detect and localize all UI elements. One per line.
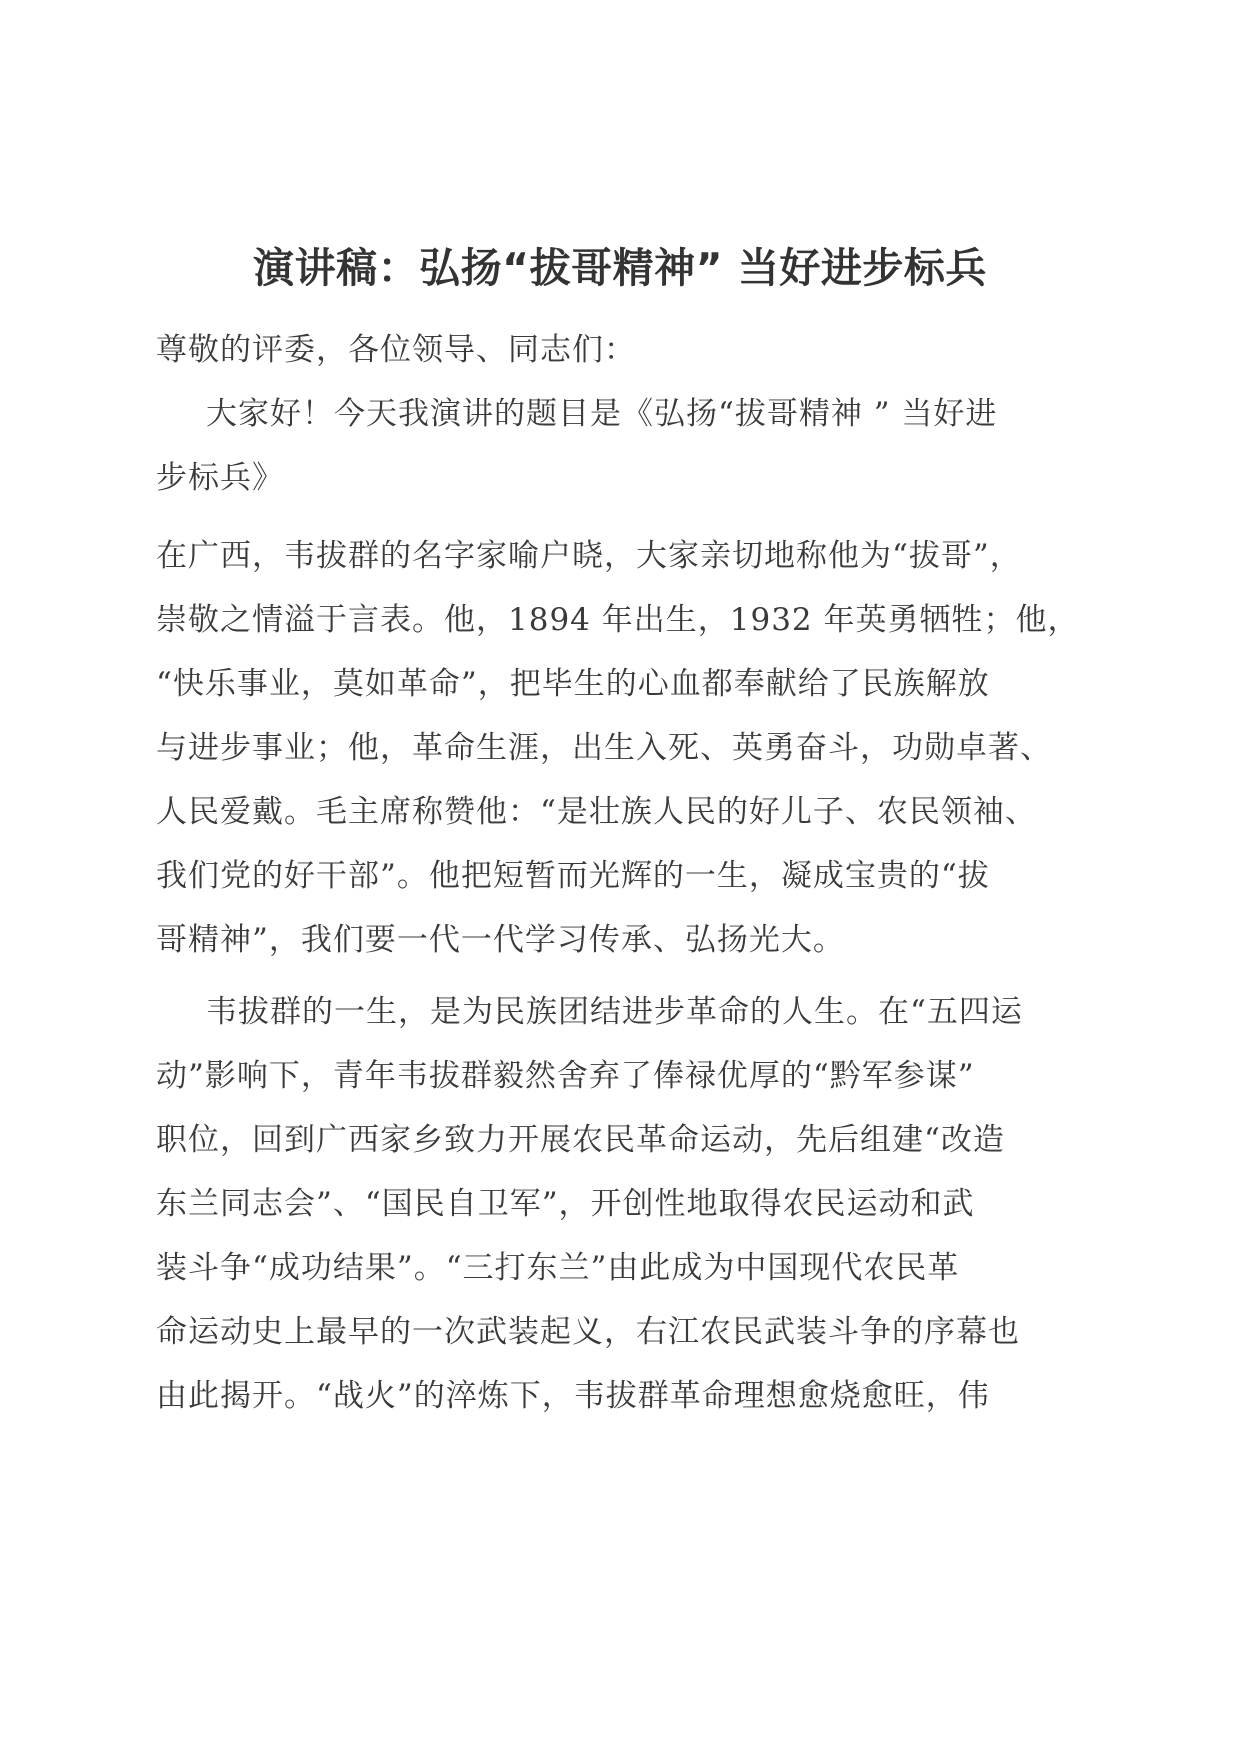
paragraph-line: 由此揭开。“战火”的淬炼下，韦拔群革命理想愈烧愈旺，伟 [156,1378,990,1414]
paragraph-line: 人民爱戴。毛主席称赞他：“是壮族人民的好儿子、农民领袖、 [156,794,1037,830]
paragraph-2 [156,524,1086,972]
paragraph-line: 装斗争“成功结果”。“三打东兰”由此成为中国现代农民革 [156,1250,960,1286]
salutation [156,318,1086,382]
paragraph-line: 与进步事业；他，革命生涯，出生入死、英勇奋斗，功勋卓著、 [156,730,1052,766]
document-title: 演讲稿：弘扬“拔哥精神” 当好进步标兵 [253,244,987,292]
paragraph-line: 命运动史上最早的一次武装起义，右江农民武装斗争的序幕也 [156,1314,1020,1350]
paragraph-line: 哥精神”，我们要一代一代学习传承、弘扬光大。 [156,922,845,958]
paragraph-1 [156,382,1086,510]
document-body [156,318,1086,1442]
paragraph-line: 在广西，韦拔群的名字家喻户晓，大家亲切地称他为“拔哥”， [156,538,1022,574]
paragraph-line: 动”影响下，青年韦拔群毅然舍弃了俸禄优厚的“黔军参谋” [156,1058,975,1094]
paragraph-line: 步标兵》 [156,460,284,496]
paragraph-line: 韦拔群的一生，是为民族团结进步革命的人生。在“五四运 [206,994,1023,1030]
salutation-line: 尊敬的评委，各位领导、同志们： [156,332,636,368]
paragraph-line: 职位，回到广西家乡致力开展农民革命运动，先后组建“改造 [156,1122,1005,1158]
paragraph-3 [156,980,1086,1428]
paragraph-line: 大家好！今天我演讲的题目是《弘扬“拔哥精神 ” 当好进 [206,396,998,432]
paragraph-line: 崇敬之情溢于言表。他，1894 年出生，1932 年英勇牺牲；他， [156,602,1080,638]
paragraph-line: 东兰同志会”、“国民自卫军”，开创性地取得农民运动和武 [156,1186,975,1222]
paragraph-line: 我们党的好干部”。他把短暂而光辉的一生，凝成宝贵的“拔 [156,858,990,894]
paragraph-line: “快乐事业，莫如革命”，把毕生的心血都奉献给了民族解放 [156,666,990,702]
